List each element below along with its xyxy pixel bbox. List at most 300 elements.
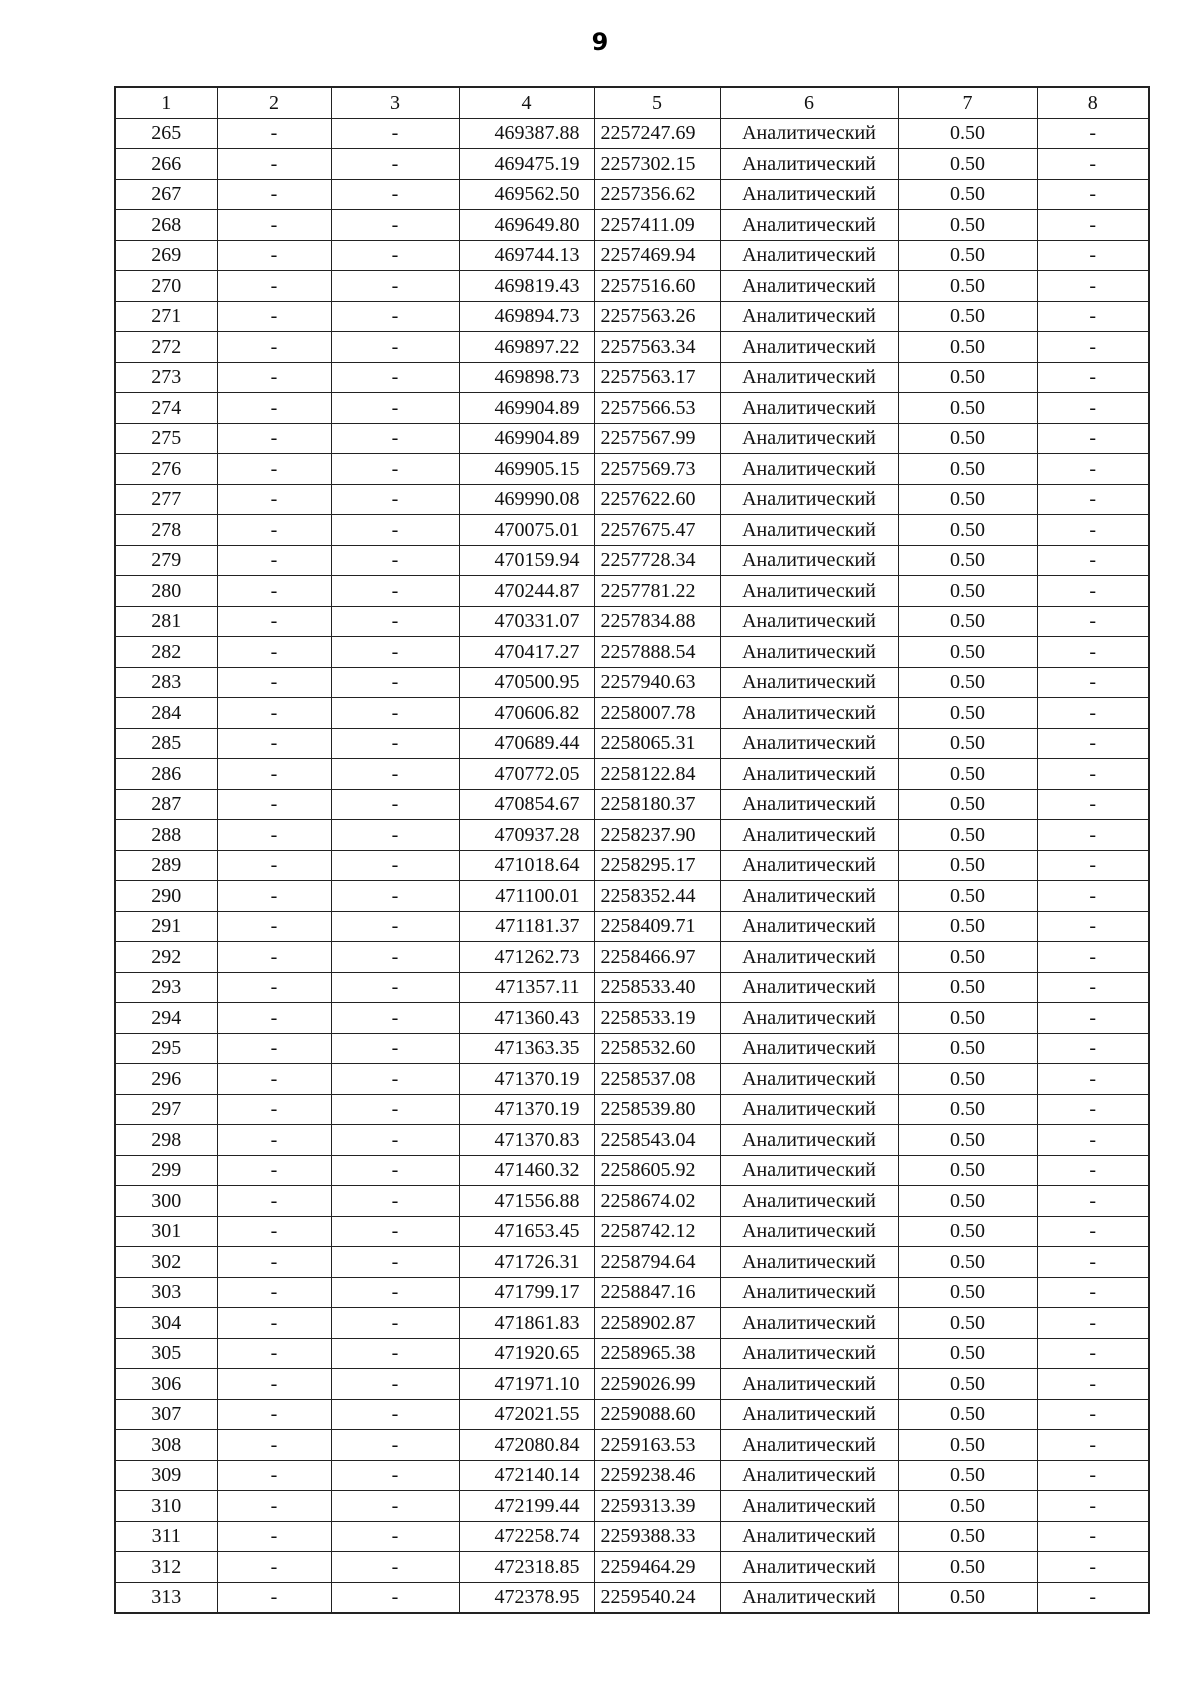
col8-cell: -	[1037, 545, 1149, 576]
y-coordinate-cell: 2257356.62	[594, 179, 720, 210]
table-row	[115, 179, 1149, 210]
col2-cell: -	[217, 1338, 331, 1369]
accuracy-cell: 0.50	[898, 423, 1037, 454]
method-cell: Аналитический	[720, 1125, 898, 1156]
table-row	[115, 210, 1149, 241]
method-cell: Аналитический	[720, 1582, 898, 1613]
col3-cell: -	[331, 728, 459, 759]
table-row	[115, 1186, 1149, 1217]
table-row	[115, 1247, 1149, 1278]
col8-cell: -	[1037, 881, 1149, 912]
col8-cell: -	[1037, 1582, 1149, 1613]
point-number-cell: 278	[115, 515, 217, 546]
accuracy-cell: 0.50	[898, 301, 1037, 332]
col3-cell: -	[331, 1033, 459, 1064]
col8-cell: -	[1037, 1460, 1149, 1491]
y-coordinate-cell: 2257940.63	[594, 667, 720, 698]
y-coordinate-cell: 2258122.84	[594, 759, 720, 790]
table-row	[115, 1094, 1149, 1125]
method-cell: Аналитический	[720, 820, 898, 851]
col3-cell: -	[331, 1064, 459, 1095]
accuracy-cell: 0.50	[898, 362, 1037, 393]
accuracy-cell: 0.50	[898, 1125, 1037, 1156]
coordinates-table	[114, 86, 1150, 1614]
y-coordinate-cell: 2258237.90	[594, 820, 720, 851]
method-cell: Аналитический	[720, 149, 898, 180]
method-cell: Аналитический	[720, 210, 898, 241]
accuracy-cell: 0.50	[898, 759, 1037, 790]
table-header-row	[115, 87, 1149, 118]
table-row	[115, 1308, 1149, 1339]
col8-cell: -	[1037, 606, 1149, 637]
x-coordinate-cell: 469904.89	[459, 393, 594, 424]
col3-cell: -	[331, 911, 459, 942]
accuracy-cell: 0.50	[898, 820, 1037, 851]
column-header: 6	[720, 87, 898, 118]
x-coordinate-cell: 470159.94	[459, 545, 594, 576]
method-cell: Аналитический	[720, 545, 898, 576]
table-row	[115, 271, 1149, 302]
point-number-cell: 288	[115, 820, 217, 851]
point-number-cell: 311	[115, 1521, 217, 1552]
accuracy-cell: 0.50	[898, 1582, 1037, 1613]
accuracy-cell: 0.50	[898, 1552, 1037, 1583]
col2-cell: -	[217, 942, 331, 973]
col2-cell: -	[217, 1155, 331, 1186]
method-cell: Аналитический	[720, 454, 898, 485]
method-cell: Аналитический	[720, 1521, 898, 1552]
x-coordinate-cell: 471360.43	[459, 1003, 594, 1034]
table-row	[115, 240, 1149, 271]
accuracy-cell: 0.50	[898, 698, 1037, 729]
y-coordinate-cell: 2257247.69	[594, 118, 720, 149]
point-number-cell: 269	[115, 240, 217, 271]
point-number-cell: 303	[115, 1277, 217, 1308]
x-coordinate-cell: 471100.01	[459, 881, 594, 912]
accuracy-cell: 0.50	[898, 1247, 1037, 1278]
col2-cell: -	[217, 972, 331, 1003]
col8-cell: -	[1037, 1277, 1149, 1308]
col8-cell: -	[1037, 1094, 1149, 1125]
accuracy-cell: 0.50	[898, 1277, 1037, 1308]
col3-cell: -	[331, 576, 459, 607]
point-number-cell: 309	[115, 1460, 217, 1491]
table-row	[115, 423, 1149, 454]
x-coordinate-cell: 470500.95	[459, 667, 594, 698]
method-cell: Аналитический	[720, 1216, 898, 1247]
col2-cell: -	[217, 576, 331, 607]
x-coordinate-cell: 469819.43	[459, 271, 594, 302]
col8-cell: -	[1037, 1247, 1149, 1278]
x-coordinate-cell: 470075.01	[459, 515, 594, 546]
method-cell: Аналитический	[720, 1033, 898, 1064]
col2-cell: -	[217, 698, 331, 729]
col8-cell: -	[1037, 332, 1149, 363]
x-coordinate-cell: 472080.84	[459, 1430, 594, 1461]
col3-cell: -	[331, 667, 459, 698]
table-row	[115, 332, 1149, 363]
point-number-cell: 286	[115, 759, 217, 790]
point-number-cell: 297	[115, 1094, 217, 1125]
table-row	[115, 1491, 1149, 1522]
col3-cell: -	[331, 820, 459, 851]
x-coordinate-cell: 469898.73	[459, 362, 594, 393]
x-coordinate-cell: 472318.85	[459, 1552, 594, 1583]
col8-cell: -	[1037, 210, 1149, 241]
col2-cell: -	[217, 240, 331, 271]
col3-cell: -	[331, 393, 459, 424]
col2-cell: -	[217, 1003, 331, 1034]
col8-cell: -	[1037, 759, 1149, 790]
col3-cell: -	[331, 454, 459, 485]
x-coordinate-cell: 470689.44	[459, 728, 594, 759]
table-row	[115, 1399, 1149, 1430]
col3-cell: -	[331, 332, 459, 363]
point-number-cell: 280	[115, 576, 217, 607]
point-number-cell: 274	[115, 393, 217, 424]
col3-cell: -	[331, 1399, 459, 1430]
y-coordinate-cell: 2259088.60	[594, 1399, 720, 1430]
col2-cell: -	[217, 515, 331, 546]
y-coordinate-cell: 2258605.92	[594, 1155, 720, 1186]
table-row	[115, 881, 1149, 912]
column-header: 3	[331, 87, 459, 118]
accuracy-cell: 0.50	[898, 454, 1037, 485]
col8-cell: -	[1037, 850, 1149, 881]
col3-cell: -	[331, 545, 459, 576]
method-cell: Аналитический	[720, 118, 898, 149]
y-coordinate-cell: 2258533.40	[594, 972, 720, 1003]
column-header: 8	[1037, 87, 1149, 118]
point-number-cell: 289	[115, 850, 217, 881]
method-cell: Аналитический	[720, 637, 898, 668]
y-coordinate-cell: 2257469.94	[594, 240, 720, 271]
x-coordinate-cell: 471363.35	[459, 1033, 594, 1064]
table-row	[115, 911, 1149, 942]
method-cell: Аналитический	[720, 1247, 898, 1278]
accuracy-cell: 0.50	[898, 240, 1037, 271]
y-coordinate-cell: 2259313.39	[594, 1491, 720, 1522]
method-cell: Аналитический	[720, 1399, 898, 1430]
accuracy-cell: 0.50	[898, 545, 1037, 576]
col3-cell: -	[331, 698, 459, 729]
col8-cell: -	[1037, 1491, 1149, 1522]
col8-cell: -	[1037, 118, 1149, 149]
y-coordinate-cell: 2258674.02	[594, 1186, 720, 1217]
method-cell: Аналитический	[720, 423, 898, 454]
col2-cell: -	[217, 271, 331, 302]
accuracy-cell: 0.50	[898, 911, 1037, 942]
col8-cell: -	[1037, 1003, 1149, 1034]
table-row	[115, 789, 1149, 820]
col3-cell: -	[331, 1491, 459, 1522]
col2-cell: -	[217, 1491, 331, 1522]
col3-cell: -	[331, 1338, 459, 1369]
method-cell: Аналитический	[720, 393, 898, 424]
col8-cell: -	[1037, 637, 1149, 668]
table-row	[115, 515, 1149, 546]
y-coordinate-cell: 2259163.53	[594, 1430, 720, 1461]
method-cell: Аналитический	[720, 667, 898, 698]
y-coordinate-cell: 2258466.97	[594, 942, 720, 973]
col2-cell: -	[217, 1247, 331, 1278]
col8-cell: -	[1037, 1338, 1149, 1369]
x-coordinate-cell: 471357.11	[459, 972, 594, 1003]
x-coordinate-cell: 471920.65	[459, 1338, 594, 1369]
table-row	[115, 1155, 1149, 1186]
col3-cell: -	[331, 637, 459, 668]
x-coordinate-cell: 470606.82	[459, 698, 594, 729]
column-header: 2	[217, 87, 331, 118]
table-body	[115, 118, 1149, 1613]
method-cell: Аналитический	[720, 1491, 898, 1522]
point-number-cell: 292	[115, 942, 217, 973]
method-cell: Аналитический	[720, 1308, 898, 1339]
accuracy-cell: 0.50	[898, 179, 1037, 210]
point-number-cell: 294	[115, 1003, 217, 1034]
y-coordinate-cell: 2257411.09	[594, 210, 720, 241]
accuracy-cell: 0.50	[898, 1430, 1037, 1461]
point-number-cell: 313	[115, 1582, 217, 1613]
method-cell: Аналитический	[720, 1369, 898, 1400]
col2-cell: -	[217, 1399, 331, 1430]
y-coordinate-cell: 2258065.31	[594, 728, 720, 759]
table-row	[115, 759, 1149, 790]
accuracy-cell: 0.50	[898, 850, 1037, 881]
point-number-cell: 290	[115, 881, 217, 912]
method-cell: Аналитический	[720, 911, 898, 942]
y-coordinate-cell: 2258533.19	[594, 1003, 720, 1034]
x-coordinate-cell: 469387.88	[459, 118, 594, 149]
col2-cell: -	[217, 667, 331, 698]
y-coordinate-cell: 2257563.26	[594, 301, 720, 332]
table-row	[115, 606, 1149, 637]
method-cell: Аналитический	[720, 1552, 898, 1583]
method-cell: Аналитический	[720, 728, 898, 759]
x-coordinate-cell: 469649.80	[459, 210, 594, 241]
table-row	[115, 1033, 1149, 1064]
table-row	[115, 698, 1149, 729]
col3-cell: -	[331, 606, 459, 637]
y-coordinate-cell: 2257516.60	[594, 271, 720, 302]
x-coordinate-cell: 471556.88	[459, 1186, 594, 1217]
col2-cell: -	[217, 759, 331, 790]
method-cell: Аналитический	[720, 271, 898, 302]
method-cell: Аналитический	[720, 179, 898, 210]
table-row	[115, 728, 1149, 759]
col2-cell: -	[217, 728, 331, 759]
x-coordinate-cell: 470244.87	[459, 576, 594, 607]
point-number-cell: 306	[115, 1369, 217, 1400]
accuracy-cell: 0.50	[898, 515, 1037, 546]
table-row	[115, 1521, 1149, 1552]
col3-cell: -	[331, 149, 459, 180]
x-coordinate-cell: 472378.95	[459, 1582, 594, 1613]
y-coordinate-cell: 2258409.71	[594, 911, 720, 942]
col8-cell: -	[1037, 667, 1149, 698]
accuracy-cell: 0.50	[898, 1308, 1037, 1339]
method-cell: Аналитический	[720, 1277, 898, 1308]
x-coordinate-cell: 469894.73	[459, 301, 594, 332]
point-number-cell: 285	[115, 728, 217, 759]
accuracy-cell: 0.50	[898, 1033, 1037, 1064]
col8-cell: -	[1037, 1369, 1149, 1400]
x-coordinate-cell: 471370.83	[459, 1125, 594, 1156]
y-coordinate-cell: 2257563.34	[594, 332, 720, 363]
col3-cell: -	[331, 423, 459, 454]
y-coordinate-cell: 2258180.37	[594, 789, 720, 820]
accuracy-cell: 0.50	[898, 1003, 1037, 1034]
table-row	[115, 1003, 1149, 1034]
table-row	[115, 667, 1149, 698]
point-number-cell: 284	[115, 698, 217, 729]
accuracy-cell: 0.50	[898, 667, 1037, 698]
col2-cell: -	[217, 1125, 331, 1156]
y-coordinate-cell: 2257567.99	[594, 423, 720, 454]
col2-cell: -	[217, 1521, 331, 1552]
accuracy-cell: 0.50	[898, 1399, 1037, 1430]
col3-cell: -	[331, 1003, 459, 1034]
x-coordinate-cell: 471018.64	[459, 850, 594, 881]
x-coordinate-cell: 471460.32	[459, 1155, 594, 1186]
point-number-cell: 301	[115, 1216, 217, 1247]
method-cell: Аналитический	[720, 1003, 898, 1034]
col8-cell: -	[1037, 1125, 1149, 1156]
col2-cell: -	[217, 1430, 331, 1461]
method-cell: Аналитический	[720, 332, 898, 363]
point-number-cell: 272	[115, 332, 217, 363]
col2-cell: -	[217, 423, 331, 454]
method-cell: Аналитический	[720, 1338, 898, 1369]
point-number-cell: 270	[115, 271, 217, 302]
x-coordinate-cell: 472258.74	[459, 1521, 594, 1552]
method-cell: Аналитический	[720, 362, 898, 393]
x-coordinate-cell: 469904.89	[459, 423, 594, 454]
x-coordinate-cell: 470417.27	[459, 637, 594, 668]
col2-cell: -	[217, 301, 331, 332]
col3-cell: -	[331, 1552, 459, 1583]
col2-cell: -	[217, 1186, 331, 1217]
table-row	[115, 942, 1149, 973]
col8-cell: -	[1037, 911, 1149, 942]
method-cell: Аналитический	[720, 972, 898, 1003]
accuracy-cell: 0.50	[898, 1155, 1037, 1186]
col2-cell: -	[217, 1033, 331, 1064]
col8-cell: -	[1037, 362, 1149, 393]
y-coordinate-cell: 2258537.08	[594, 1064, 720, 1095]
point-number-cell: 275	[115, 423, 217, 454]
col8-cell: -	[1037, 1430, 1149, 1461]
method-cell: Аналитический	[720, 515, 898, 546]
table-row	[115, 972, 1149, 1003]
accuracy-cell: 0.50	[898, 1338, 1037, 1369]
y-coordinate-cell: 2258794.64	[594, 1247, 720, 1278]
accuracy-cell: 0.50	[898, 1094, 1037, 1125]
x-coordinate-cell: 470772.05	[459, 759, 594, 790]
col8-cell: -	[1037, 698, 1149, 729]
table-row	[115, 1369, 1149, 1400]
y-coordinate-cell: 2257888.54	[594, 637, 720, 668]
col2-cell: -	[217, 484, 331, 515]
table-row	[115, 393, 1149, 424]
col3-cell: -	[331, 1369, 459, 1400]
method-cell: Аналитический	[720, 881, 898, 912]
y-coordinate-cell: 2257566.53	[594, 393, 720, 424]
col8-cell: -	[1037, 1155, 1149, 1186]
method-cell: Аналитический	[720, 1094, 898, 1125]
y-coordinate-cell: 2257569.73	[594, 454, 720, 485]
accuracy-cell: 0.50	[898, 1186, 1037, 1217]
col8-cell: -	[1037, 1552, 1149, 1583]
column-header: 4	[459, 87, 594, 118]
accuracy-cell: 0.50	[898, 881, 1037, 912]
col3-cell: -	[331, 1155, 459, 1186]
x-coordinate-cell: 472199.44	[459, 1491, 594, 1522]
table-row	[115, 1216, 1149, 1247]
point-number-cell: 298	[115, 1125, 217, 1156]
accuracy-cell: 0.50	[898, 1491, 1037, 1522]
col3-cell: -	[331, 759, 459, 790]
y-coordinate-cell: 2259464.29	[594, 1552, 720, 1583]
col2-cell: -	[217, 1277, 331, 1308]
col3-cell: -	[331, 1125, 459, 1156]
col3-cell: -	[331, 1308, 459, 1339]
accuracy-cell: 0.50	[898, 728, 1037, 759]
col2-cell: -	[217, 210, 331, 241]
point-number-cell: 273	[115, 362, 217, 393]
method-cell: Аналитический	[720, 759, 898, 790]
accuracy-cell: 0.50	[898, 1460, 1037, 1491]
y-coordinate-cell: 2257563.17	[594, 362, 720, 393]
y-coordinate-cell: 2258007.78	[594, 698, 720, 729]
col8-cell: -	[1037, 301, 1149, 332]
table-row	[115, 820, 1149, 851]
col2-cell: -	[217, 637, 331, 668]
column-header: 5	[594, 87, 720, 118]
col3-cell: -	[331, 789, 459, 820]
x-coordinate-cell: 469562.50	[459, 179, 594, 210]
y-coordinate-cell: 2259026.99	[594, 1369, 720, 1400]
col3-cell: -	[331, 1430, 459, 1461]
method-cell: Аналитический	[720, 698, 898, 729]
col8-cell: -	[1037, 1186, 1149, 1217]
col2-cell: -	[217, 1582, 331, 1613]
accuracy-cell: 0.50	[898, 576, 1037, 607]
col3-cell: -	[331, 1186, 459, 1217]
table-row	[115, 1460, 1149, 1491]
point-number-cell: 282	[115, 637, 217, 668]
table-row	[115, 484, 1149, 515]
col8-cell: -	[1037, 179, 1149, 210]
y-coordinate-cell: 2258543.04	[594, 1125, 720, 1156]
point-number-cell: 295	[115, 1033, 217, 1064]
col2-cell: -	[217, 332, 331, 363]
col3-cell: -	[331, 1216, 459, 1247]
point-number-cell: 287	[115, 789, 217, 820]
method-cell: Аналитический	[720, 301, 898, 332]
col2-cell: -	[217, 179, 331, 210]
table-row	[115, 301, 1149, 332]
point-number-cell: 265	[115, 118, 217, 149]
point-number-cell: 296	[115, 1064, 217, 1095]
col8-cell: -	[1037, 1064, 1149, 1095]
col8-cell: -	[1037, 240, 1149, 271]
table-row	[115, 454, 1149, 485]
y-coordinate-cell: 2259388.33	[594, 1521, 720, 1552]
col8-cell: -	[1037, 1399, 1149, 1430]
point-number-cell: 312	[115, 1552, 217, 1583]
col8-cell: -	[1037, 1521, 1149, 1552]
